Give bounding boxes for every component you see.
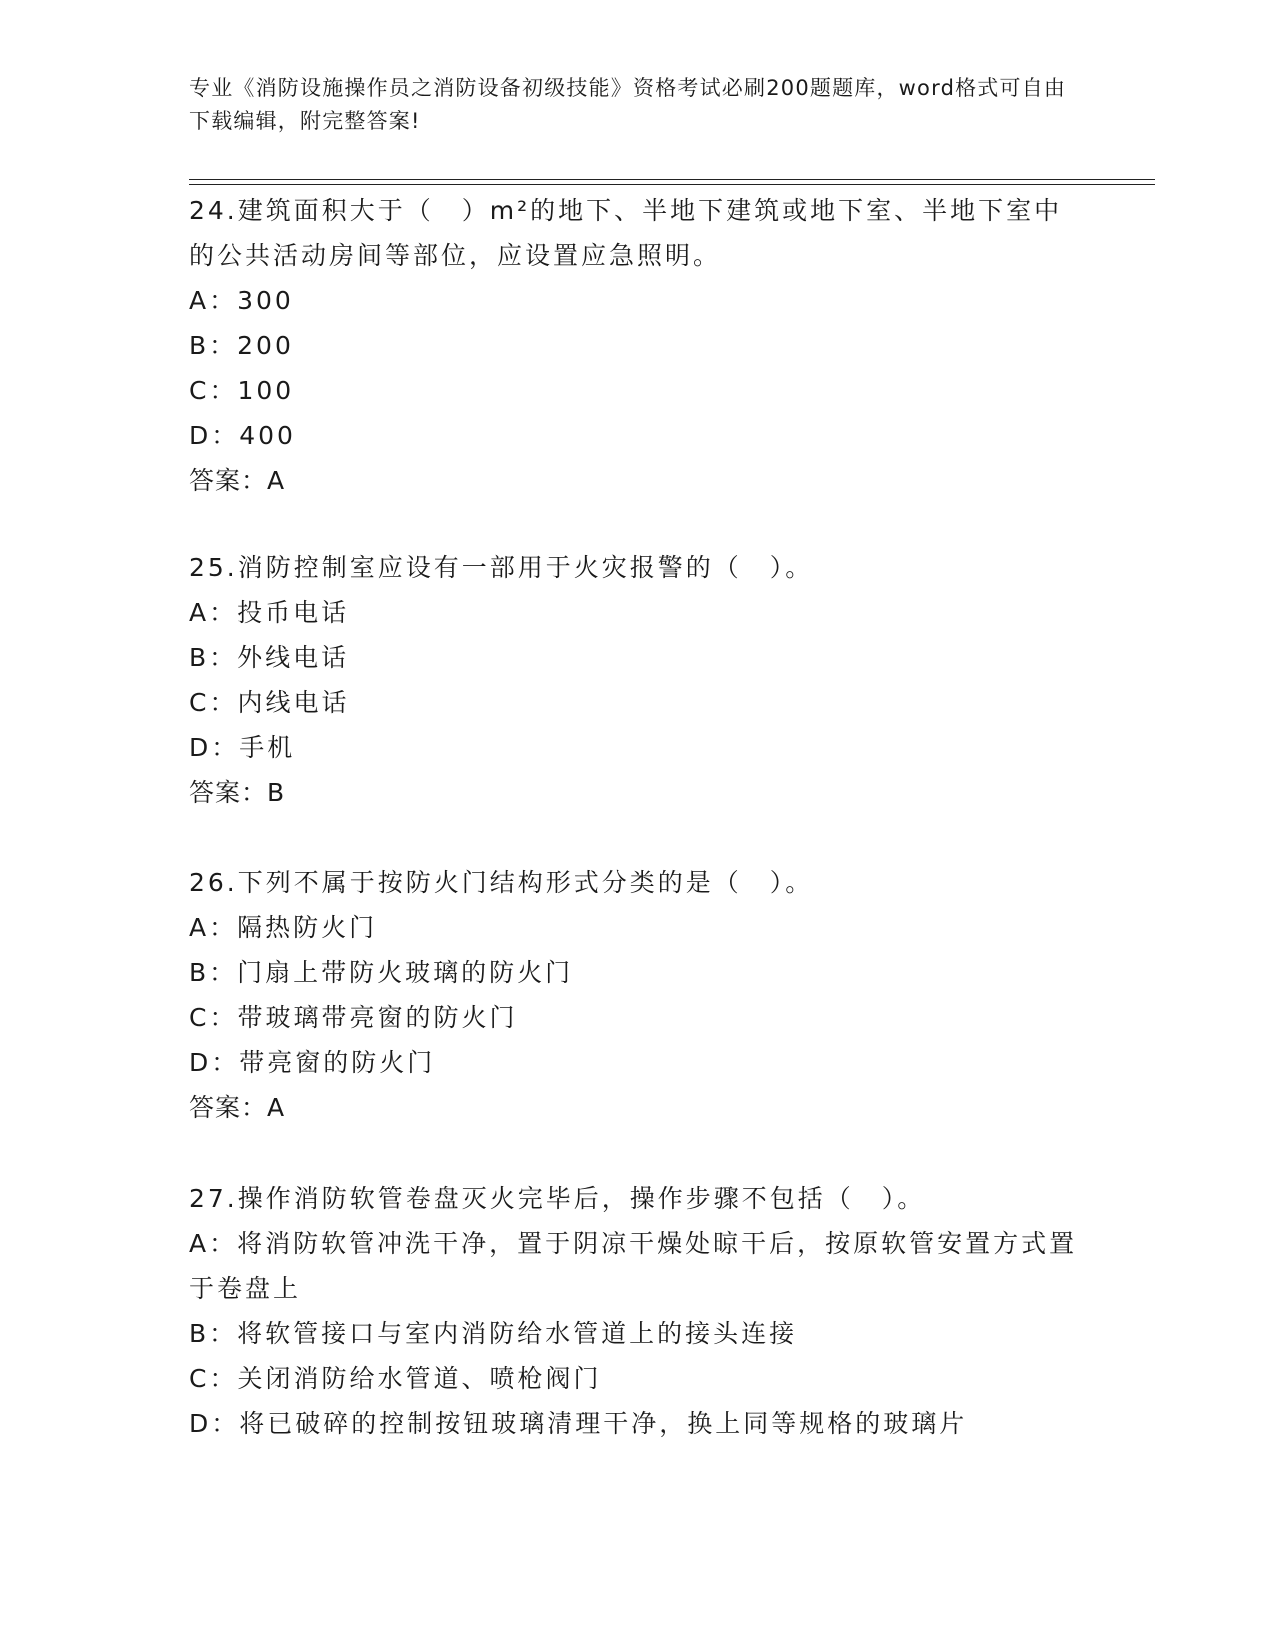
question-25 [189, 545, 1089, 815]
question-stem: 25.消防控制室应设有一部用于火灾报警的（ ）。 [189, 553, 814, 582]
option-c: C：关闭消防给水管道、喷枪阀门 [189, 1364, 602, 1393]
question-stem: 26.下列不属于按防火门结构形式分类的是（ ）。 [189, 868, 814, 897]
option-a: A：将消防软管冲洗干净，置于阴凉干燥处晾干后，按原软管安置方式置于卷盘上 [189, 1229, 1078, 1303]
question-27 [189, 1176, 1089, 1446]
option-d: D：带亮窗的防火门 [189, 1048, 436, 1077]
option-c: C：带玻璃带亮窗的防火门 [189, 1003, 518, 1032]
option-c: C：内线电话 [189, 688, 350, 717]
header-divider-top [189, 179, 1155, 180]
option-d: D：手机 [189, 733, 296, 762]
option-a: A：隔热防火门 [189, 913, 378, 942]
option-d: D：将已破碎的控制按钮玻璃清理干净，换上同等规格的玻璃片 [189, 1409, 968, 1438]
question-stem: 24.建筑面积大于（ ）m²的地下、半地下建筑或地下室、半地下室中的公共活动房间等部位，应设置应急照明。 [189, 196, 1063, 270]
header-divider-bottom [189, 184, 1155, 185]
option-a: A：投币电话 [189, 598, 350, 627]
question-stem: 27.操作消防软管卷盘灭火完毕后，操作步骤不包括（ ）。 [189, 1184, 926, 1213]
option-a: A：300 [189, 286, 294, 315]
answer: 答案：A [189, 466, 286, 495]
option-d: D：400 [189, 421, 296, 450]
option-b: B：外线电话 [189, 643, 350, 672]
answer: 答案：A [189, 1093, 286, 1122]
option-b: B：门扇上带防火玻璃的防火门 [189, 958, 574, 987]
document-header: 专业《消防设施操作员之消防设备初级技能》资格考试必刷200题题库，word格式可自由下载编辑，附完整答案! [189, 76, 1067, 133]
option-b: B：将软管接口与室内消防给水管道上的接头连接 [189, 1319, 798, 1348]
option-c: C：100 [189, 376, 295, 405]
answer: 答案：B [189, 778, 286, 807]
question-24 [189, 188, 1089, 503]
option-b: B：200 [189, 331, 294, 360]
question-26 [189, 860, 1089, 1130]
